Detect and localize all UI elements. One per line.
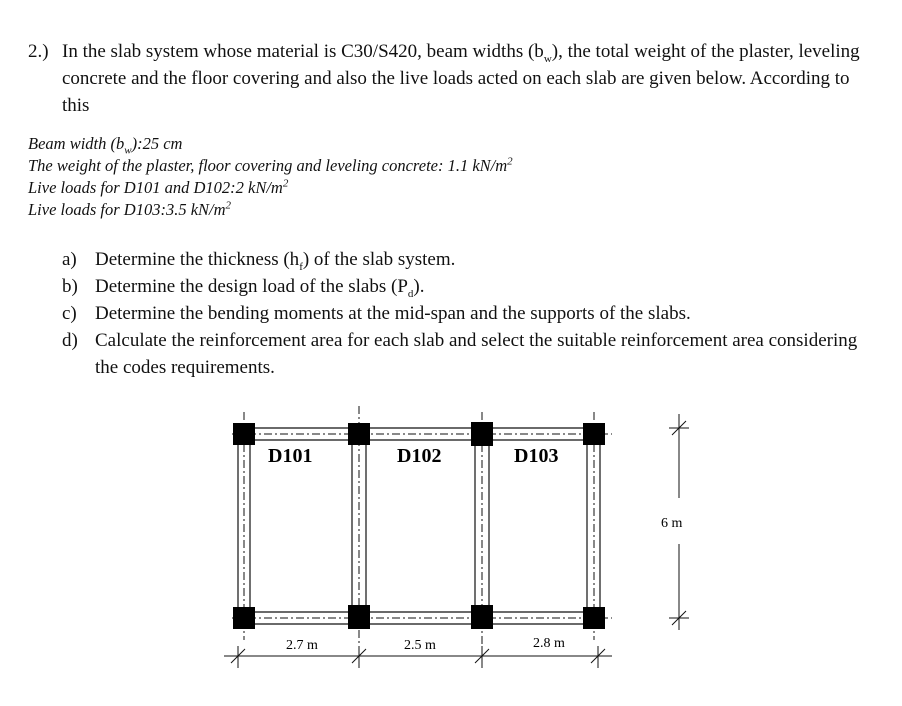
span-label-d101: 2.7 m xyxy=(286,638,318,653)
given-beam-width: Beam width $(b_w):25$ cm xyxy=(28,134,183,157)
height-label: 6 m xyxy=(661,516,683,531)
span-label-d103: 2.8 m xyxy=(533,636,565,651)
span-label-d102: 2.5 m xyxy=(404,638,436,653)
slab-label-d102: D102 xyxy=(397,445,442,467)
slab-label-d103: D103 xyxy=(514,445,559,467)
task-a: a) Determine the thickness $(h_f)$ of the slab system. xyxy=(62,249,456,273)
task-b: b) Determine the design load of the slabs $(P_d)$. xyxy=(62,276,425,300)
task-d: d) Calculate the reinforcement area for each slab and select the suitable reinforcement area considering the codes requirements. xyxy=(62,330,858,378)
slab-label-d101: D101 xyxy=(268,445,313,467)
given-live-load-d101-d102: Live loads for D101 and D102:2 $kN/m^2$ xyxy=(28,177,289,197)
given-dead-weight: The weight of the plaster, floor covering and leveling concrete: 1.1 $kN/m^2$ xyxy=(28,155,513,175)
axis-lines xyxy=(232,406,612,650)
task-c: c) Determine the bending moments at the mid-span and the supports of the slabs. xyxy=(62,303,691,324)
given-live-load-d103: Live loads for D103:3.5 $kN/m^2$ xyxy=(28,199,232,219)
question-number: 2.) xyxy=(28,41,49,62)
question-text: In the slab system whose material is C30/S420, beam widths $(b_w)$, the total weight of the plaster, leveling concrete and the floor covering and also the live loads acted on each slab are given below. According to this xyxy=(62,41,860,116)
